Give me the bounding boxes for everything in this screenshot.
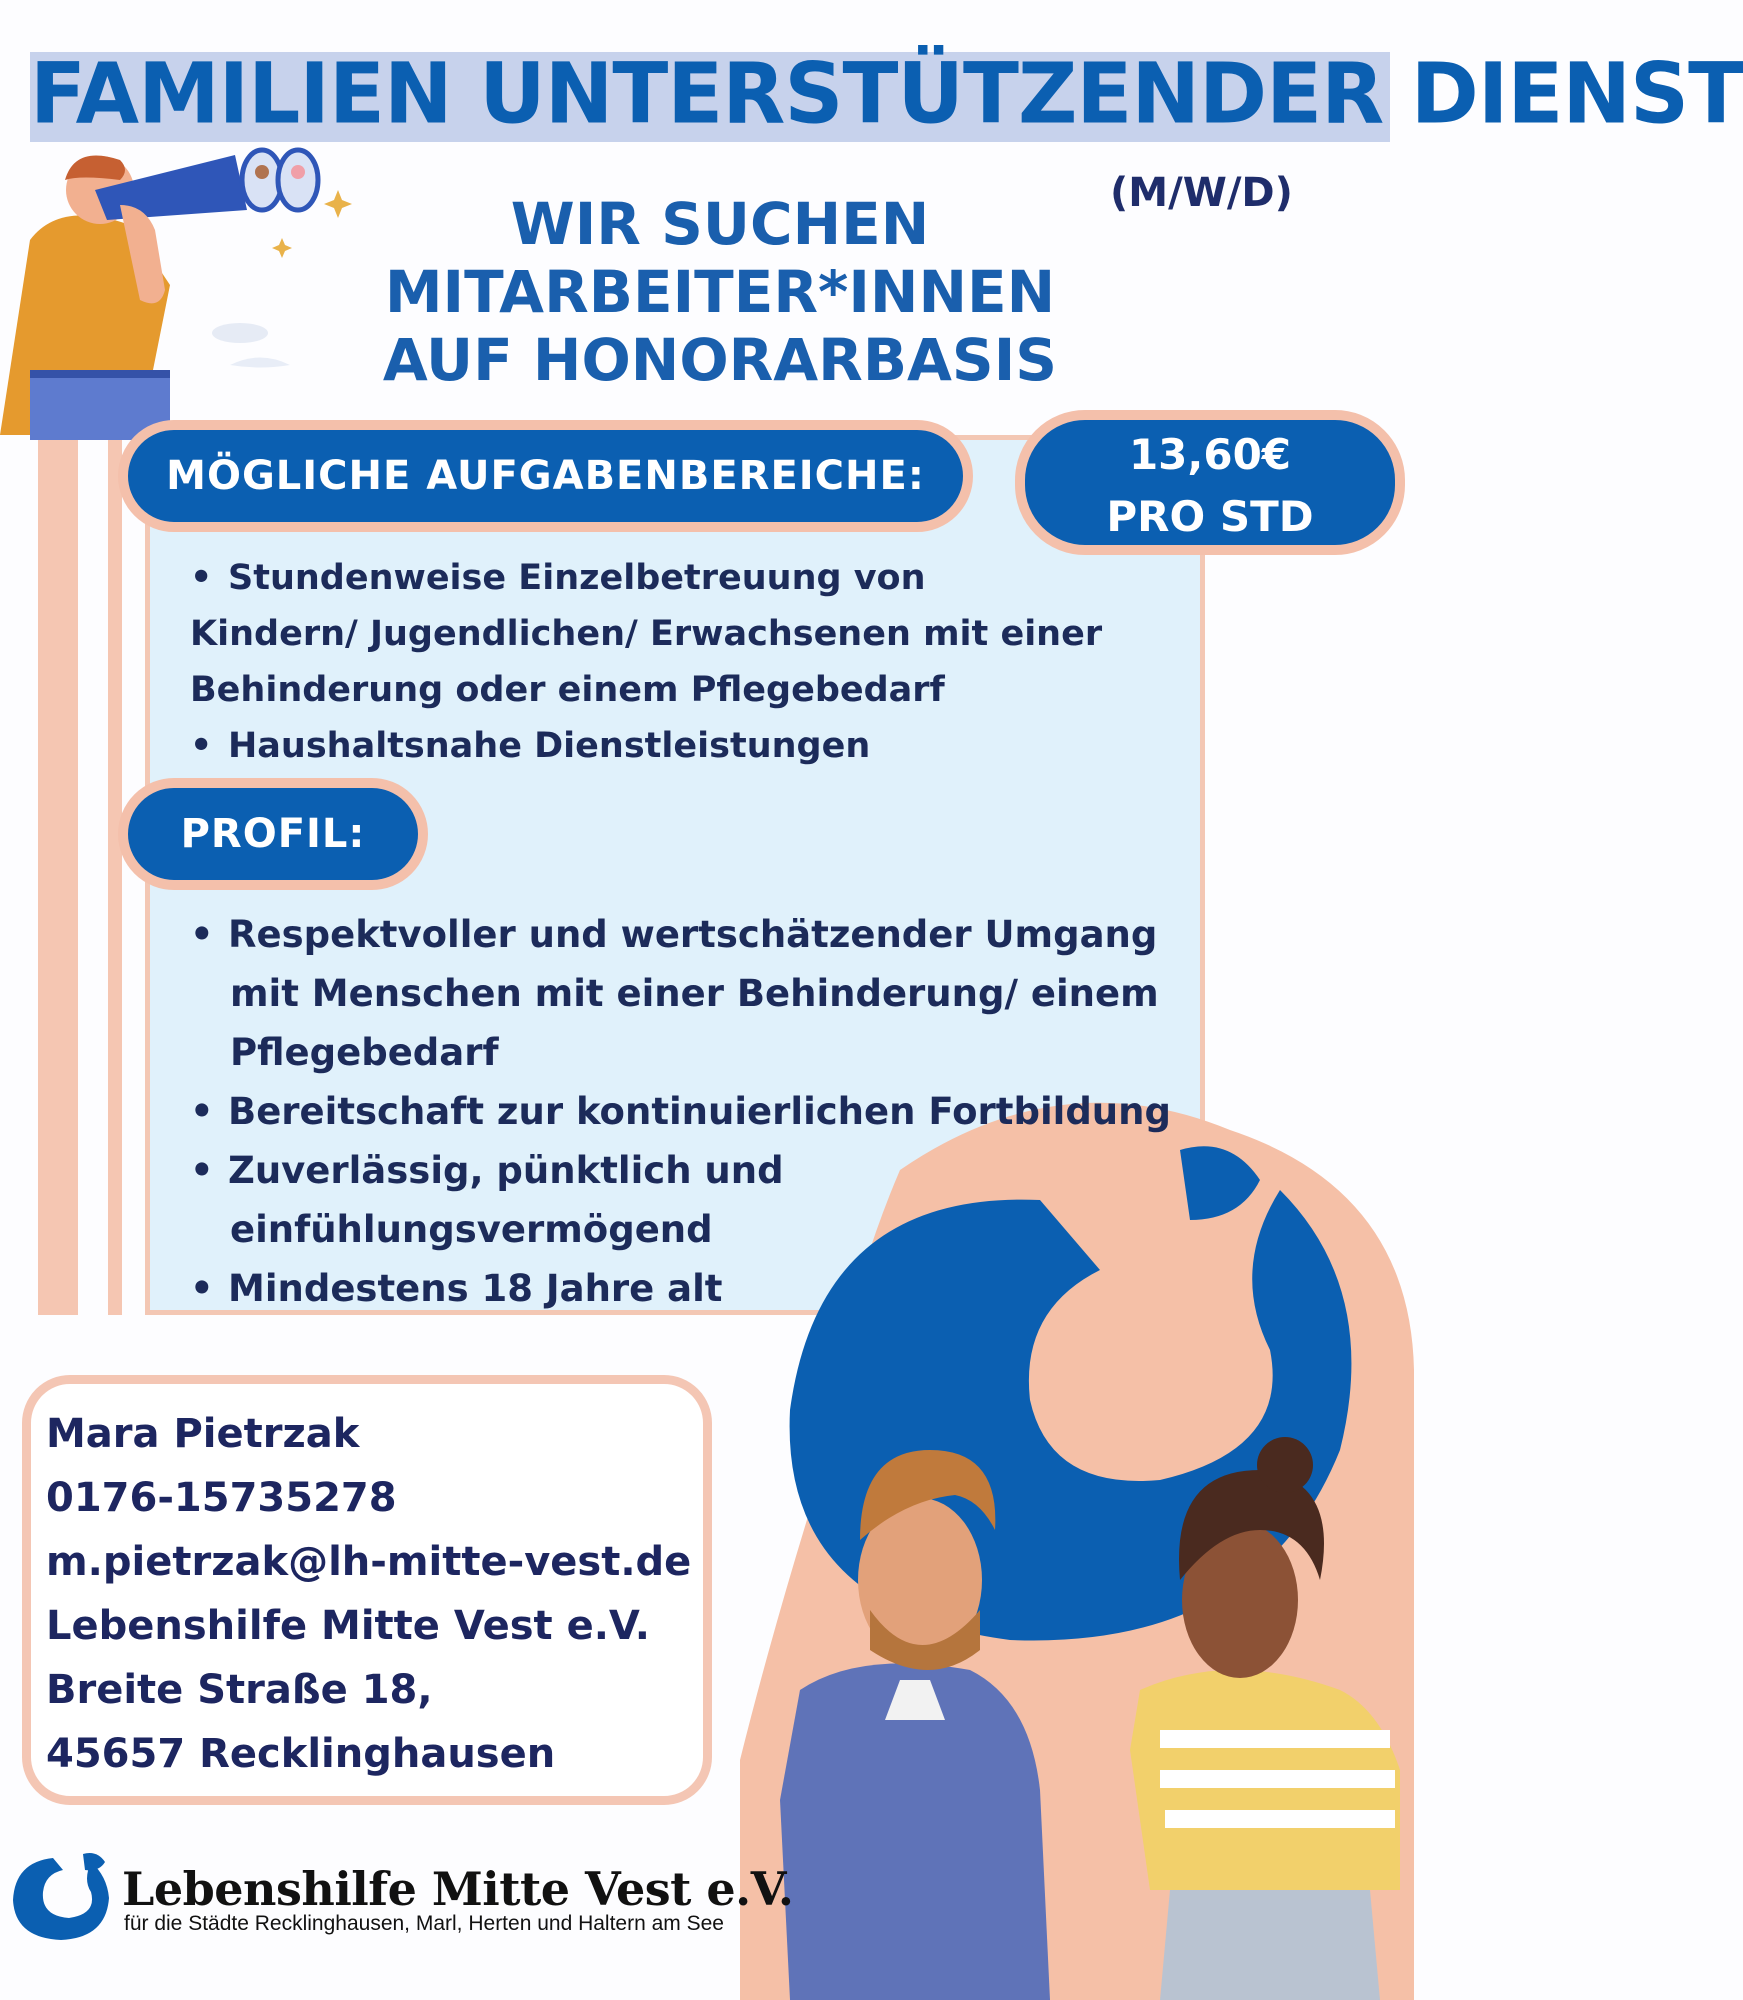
- list-item: • Bereitschaft zur kontinuierlichen Fortbildung: [190, 1082, 1200, 1141]
- bullet-icon: •: [190, 1267, 214, 1310]
- headline: [240, 190, 1200, 394]
- contact-name: Mara Pietrzak: [46, 1411, 360, 1457]
- contact-details: [46, 1402, 691, 1786]
- decor-stripe: [108, 300, 122, 1315]
- bullet-icon: •: [190, 726, 213, 766]
- price-badge: [1015, 410, 1405, 555]
- list-item: • Stundenweise Einzelbetreuung von: [190, 550, 1150, 606]
- headline-line: MITARBEITER*INNEN: [384, 258, 1056, 326]
- lebenshilfe-logo-icon: [8, 1850, 118, 1945]
- contact-email[interactable]: m.pietrzak@lh-mitte-vest.de: [46, 1539, 692, 1585]
- list-item: • Haushaltsnahe Dienstleistungen: [190, 718, 1150, 774]
- list-item-continuation: einfühlungsvermögend: [230, 1208, 713, 1251]
- list-item-continuation: Kindern/ Jugendlichen/ Erwachsenen mit einer: [190, 614, 1103, 654]
- list-item: • Respektvoller und wertschätzender Umgang: [190, 905, 1200, 964]
- price-amount: 13,60€: [1128, 430, 1292, 479]
- price-unit: PRO STD: [1106, 492, 1314, 541]
- page-title: FAMILIEN UNTERSTÜTZENDER DIENST: [30, 46, 1743, 143]
- headline-line: AUF HONORARBASIS: [382, 326, 1058, 394]
- bullet-icon: •: [190, 558, 213, 598]
- list-item-continuation: mit Menschen mit einer Behinderung/ einem: [230, 972, 1159, 1015]
- decor-stripe: [38, 300, 78, 1315]
- gender-note: (M/W/D): [1110, 170, 1293, 216]
- profil-heading: PROFIL:: [118, 778, 428, 890]
- list-item-continuation: Pflegebedarf: [230, 1031, 499, 1074]
- logo-subtitle: für die Städte Recklinghausen, Marl, Herten und Haltern am See: [124, 1912, 724, 1935]
- aufgaben-heading: MÖGLICHE AUFGABENBEREICHE:: [118, 420, 973, 532]
- contact-org: Lebenshilfe Mitte Vest e.V.: [46, 1603, 650, 1649]
- aufgaben-list: [190, 550, 1150, 774]
- headline-line: WIR SUCHEN: [510, 190, 930, 258]
- bullet-icon: •: [190, 913, 214, 956]
- logo-wordmark: Lebenshilfe Mitte Vest e.V.: [122, 1862, 794, 1916]
- contact-street: Breite Straße 18,: [46, 1667, 433, 1713]
- bullet-icon: •: [190, 1149, 214, 1192]
- contact-phone[interactable]: 0176-15735278: [46, 1475, 397, 1521]
- bullet-icon: •: [190, 1090, 214, 1133]
- list-item-continuation: Behinderung oder einem Pflegebedarf: [190, 670, 945, 710]
- contact-city: 45657 Recklinghausen: [46, 1731, 556, 1777]
- list-item: • Mindestens 18 Jahre alt: [190, 1259, 1200, 1318]
- profil-list: [190, 905, 1200, 1318]
- list-item: • Zuverlässig, pünktlich und: [190, 1141, 1200, 1200]
